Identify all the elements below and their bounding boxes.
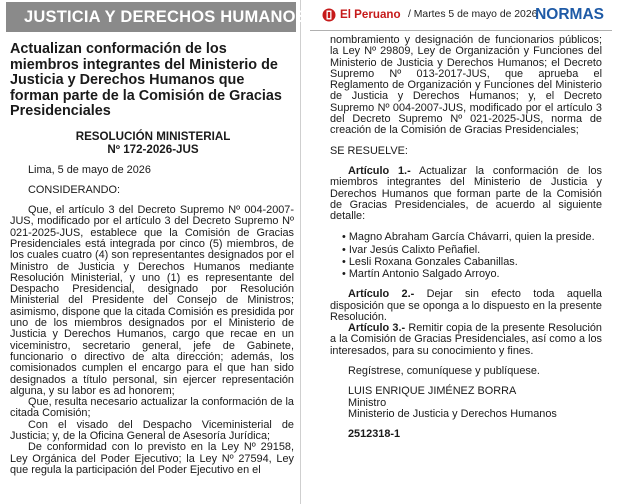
se-resuelve-heading: SE RESUELVE:	[330, 144, 408, 157]
article-2-label: Artículo 2.-	[348, 288, 415, 301]
signer-organization: Ministerio de Justicia y Derechos Humanos	[348, 407, 557, 420]
section-label: NORMAS	[535, 6, 604, 23]
resolution-type: RESOLUCIÓN MINISTERIAL	[75, 129, 231, 143]
issue-date: / Martes 5 de mayo de 2026	[408, 9, 538, 20]
paragraph-2: Que, resulta necesario actualizar la conformación de la citada Comisión;	[10, 396, 294, 420]
document-code: 2512318-1	[348, 428, 401, 441]
newspaper-name: El Peruano	[340, 8, 401, 21]
article-3-label: Artículo 3.-	[348, 322, 406, 335]
closing-formula: Regístrese, comuníquese y publíquese.	[348, 365, 540, 378]
signer-name: LUIS ENRIQUE JIMÉNEZ BORRA	[348, 385, 517, 398]
paragraph-continued: nombramiento y designación de funcionarios públicos; la Ley Nº 29809, Ley de Organización y Funciones del Ministerio de Justicia y Derechos Humanos; el Decreto Supremo Nº 013-2017-JUS, que aprueba el Reglamento de Organización y Funciones del Ministerio de Justicia y Derechos Humanos; y, el Decreto Supremo Nº 004-2007-JUS, modificado por el artículo 3 del Decreto Supremo Nº 021-2025-JUS, norma de creación de la Comisión de Gracias Presidenciales;	[330, 34, 602, 137]
article-1	[330, 166, 602, 222]
article-1-text: Actualizar la conformación de los miembros integrantes del Ministerio de Justicia y Derechos Humanos que forman parte de la Comisión de Gracias Presidenciales, de acuerdo al siguiente detalle:	[330, 164, 602, 223]
paragraph-4: De conformidad con lo previsto en la Ley Nº 29158, Ley Orgánica del Poder Ejecutivo; la Ley Nº 27594, Ley que regula la participación del Poder Ejecutivo en el	[10, 441, 294, 476]
article-1-label: Artículo 1.-	[348, 164, 411, 177]
member-list-item: • Ivar Jesús Calixto Peñafiel.	[342, 243, 481, 256]
paragraph-1: Que, el artículo 3 del Decreto Supremo Nº 004-2007-JUS, modificado por el artículo 3 del Decreto Supremo Nº 021-2025-JUS, establece que la Comisión de Gracias Presidenciales está integrada por cinco (5) miembros, de los cuales cuatro (4) son representantes designados por el Ministro de Justicia y Derechos Humanos mediante Resolución Ministerial, y uno (1) es representante del Despacho Presidencial, designado por Resolución Ministerial del Presidente del Consejo de Ministros; asimismo, dispone que la citada Comisión es presidida por uno de los miembros designados por el Ministerio de Justicia y Derechos Humanos, cargo que recae en un viceministro, secretario general, jefe de Gabinete, funcionario o directivo de alta dirección; además, los comisionados cumplen el encargo para el que han sido designados a título personal, sin ejercer representación alguna, y su labor es ad honorem;	[10, 204, 294, 397]
article-3-text: Remitir copia de la presente Resolución a la Comisión de Gracias Presidenciales, así como a los interesados, para su conocimiento y fines.	[330, 322, 602, 357]
considerando-heading: CONSIDERANDO:	[28, 183, 120, 196]
member-list-item: • Martín Antonio Salgado Arroyo.	[342, 268, 500, 281]
section-banner: JUSTICIA Y DERECHOS HUMANOS	[6, 2, 296, 32]
article-3	[330, 323, 602, 357]
place-date: Lima, 5 de mayo de 2026	[28, 163, 151, 176]
right-column	[308, 0, 602, 441]
article-2-text: Dejar sin efecto toda aquella disposición que se oponga a lo dispuesto en la presente Resolución.	[330, 288, 602, 323]
article-2	[330, 289, 602, 323]
signer-title: Ministro	[348, 396, 387, 409]
article-title: Actualizan conformación de los miembros integrantes del Ministerio de Justicia y Derechos Humanos que forman parte de la Comisión de Gracias Presidenciales	[10, 41, 282, 119]
column-divider	[300, 0, 301, 504]
el-peruano-logo-icon	[322, 8, 336, 22]
member-list-item: • Lesli Roxana Gonzales Cabanillas.	[342, 255, 518, 268]
resolution-number: Nº 172-2026-JUS	[107, 142, 199, 156]
left-column	[0, 0, 307, 476]
member-list-item: • Magno Abraham García Chávarri, quien la preside.	[342, 231, 595, 244]
paragraph-3: Con el visado del Despacho Viceministerial de Justicia; y, de la Oficina General de Asesoría Jurídica;	[10, 418, 294, 443]
page-header	[310, 0, 612, 31]
